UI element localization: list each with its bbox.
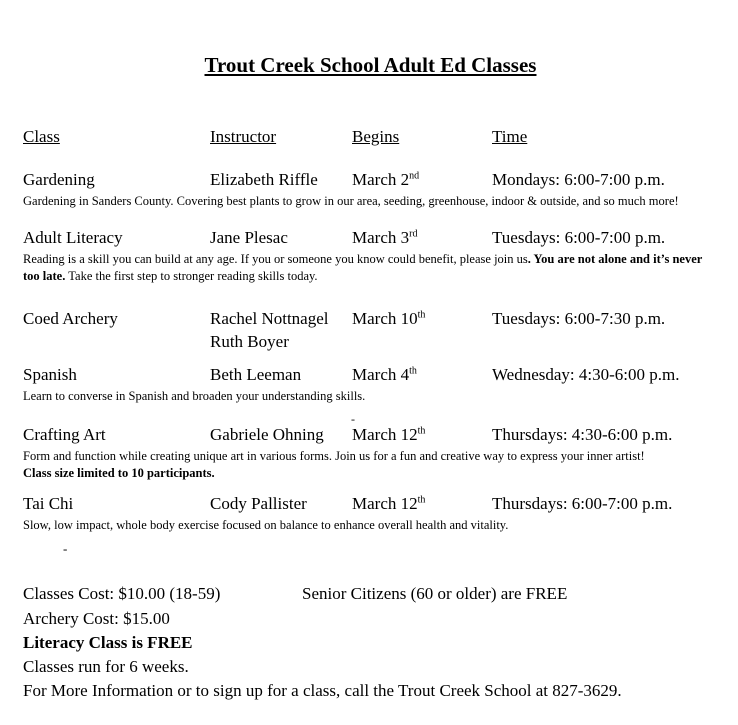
class-name: Adult Literacy [23,228,123,247]
more-info-line: For More Information or to sign up for a class, call the Trout Creek School at 827-3629. [23,681,622,700]
begin-date [352,423,492,446]
page-title: Trout Creek School Adult Ed Classes [204,53,537,77]
instructor-name: Jane Plesac [210,228,288,247]
date-ordinal: th [417,494,426,506]
begin-date-text: March 10 [352,309,418,328]
description-text-after: Take the first step to stronger reading skills today. [65,269,318,283]
literacy-free-line: Literacy Class is FREE [23,633,193,652]
class-description [23,193,718,210]
class-name: Tai Chi [23,494,74,513]
cost-line [23,583,718,605]
class-name: Gardening [23,170,95,189]
class-description [23,388,718,405]
class-row-coed-archery [23,307,718,353]
classes-cost: Classes Cost: $10.00 (18-59) [23,584,221,603]
description-bold-text: . You are not alone and it’s never too late. [23,252,703,283]
class-name: Coed Archery [23,309,118,328]
class-time: Mondays: 6:00-7:00 p.m. [492,170,665,189]
instructor-names [210,307,352,353]
class-name: Spanish [23,365,77,384]
table-row [23,412,718,446]
duration-line: Classes run for 6 weeks. [23,657,189,676]
header-begins: Begins [352,127,400,146]
description-bold-text: Class size limited to 10 participants. [23,466,215,480]
description-text: Gardening in Sanders County. Covering best plants to grow in our area, seeding, greenhouse, indoor & outside, and so much more! [23,194,679,208]
description-text: Slow, low impact, whole body exercise focused on balance to enhance overall health and vitality. [23,518,509,532]
date-ordinal: th [417,309,426,321]
instructor-name-2: Ruth Boyer [210,332,289,351]
class-row-adult-literacy [23,226,718,285]
begin-date-text: March 3 [352,228,410,247]
instructor-name: Gabriele Ohning [210,425,324,444]
table-row [23,492,718,515]
class-description [23,251,718,285]
instructor-name: Rachel Nottnagel [210,309,329,328]
stray-hyphen-mark: - [351,412,355,426]
class-time: Wednesday: 4:30-6:00 p.m. [492,365,680,384]
table-row [23,307,718,353]
description-text: Form and function while creating unique art in various forms. Join us for a fun and creative way to express your inner artist! [23,449,645,463]
table-header-row [23,126,718,148]
description-text: Learn to converse in Spanish and broaden your understanding skills. [23,389,366,403]
table-row [23,363,718,386]
class-time: Thursdays: 6:00-7:00 p.m. [492,494,673,513]
date-ordinal: th [417,425,426,437]
instructor-name: Beth Leeman [210,365,302,384]
class-name: Crafting Art [23,425,106,444]
class-time: Tuesdays: 6:00-7:00 p.m. [492,228,666,247]
date-ordinal: th [409,365,417,377]
table-row [23,168,718,191]
begin-date-text: March 12 [352,425,418,444]
header-class: Class [23,127,60,146]
instructor-name: Elizabeth Riffle [210,170,318,189]
begin-date [352,363,492,386]
table-row [23,226,718,249]
class-row-tai-chi [23,492,718,534]
date-ordinal: nd [409,170,420,182]
begin-date [352,492,492,515]
begin-date-text: March 4 [352,365,410,384]
class-time: Thursdays: 4:30-6:00 p.m. [492,425,673,444]
begin-date [352,226,492,249]
begin-date [352,168,492,191]
class-row-gardening [23,168,718,210]
class-description [23,517,718,534]
stray-hyphen-line: - [63,541,68,556]
class-row-spanish [23,363,718,405]
begin-date-text: March 2 [352,170,410,189]
instructor-name: Cody Pallister [210,494,307,513]
header-time: Time [492,127,528,146]
archery-cost-line: Archery Cost: $15.00 [23,609,170,628]
description-text: Reading is a skill you can build at any age. If you or someone you know could benefit, please join us [23,252,528,266]
class-row-crafting-art [23,412,718,482]
class-description [23,448,718,482]
begin-date [352,307,492,330]
class-time: Tuesdays: 6:00-7:30 p.m. [492,309,666,328]
footer-info [23,583,718,702]
senior-citizens-note: Senior Citizens (60 or older) are FREE [302,584,568,603]
begin-date-text: March 12 [352,494,418,513]
date-ordinal: rd [409,228,418,240]
header-instructor: Instructor [210,127,277,146]
